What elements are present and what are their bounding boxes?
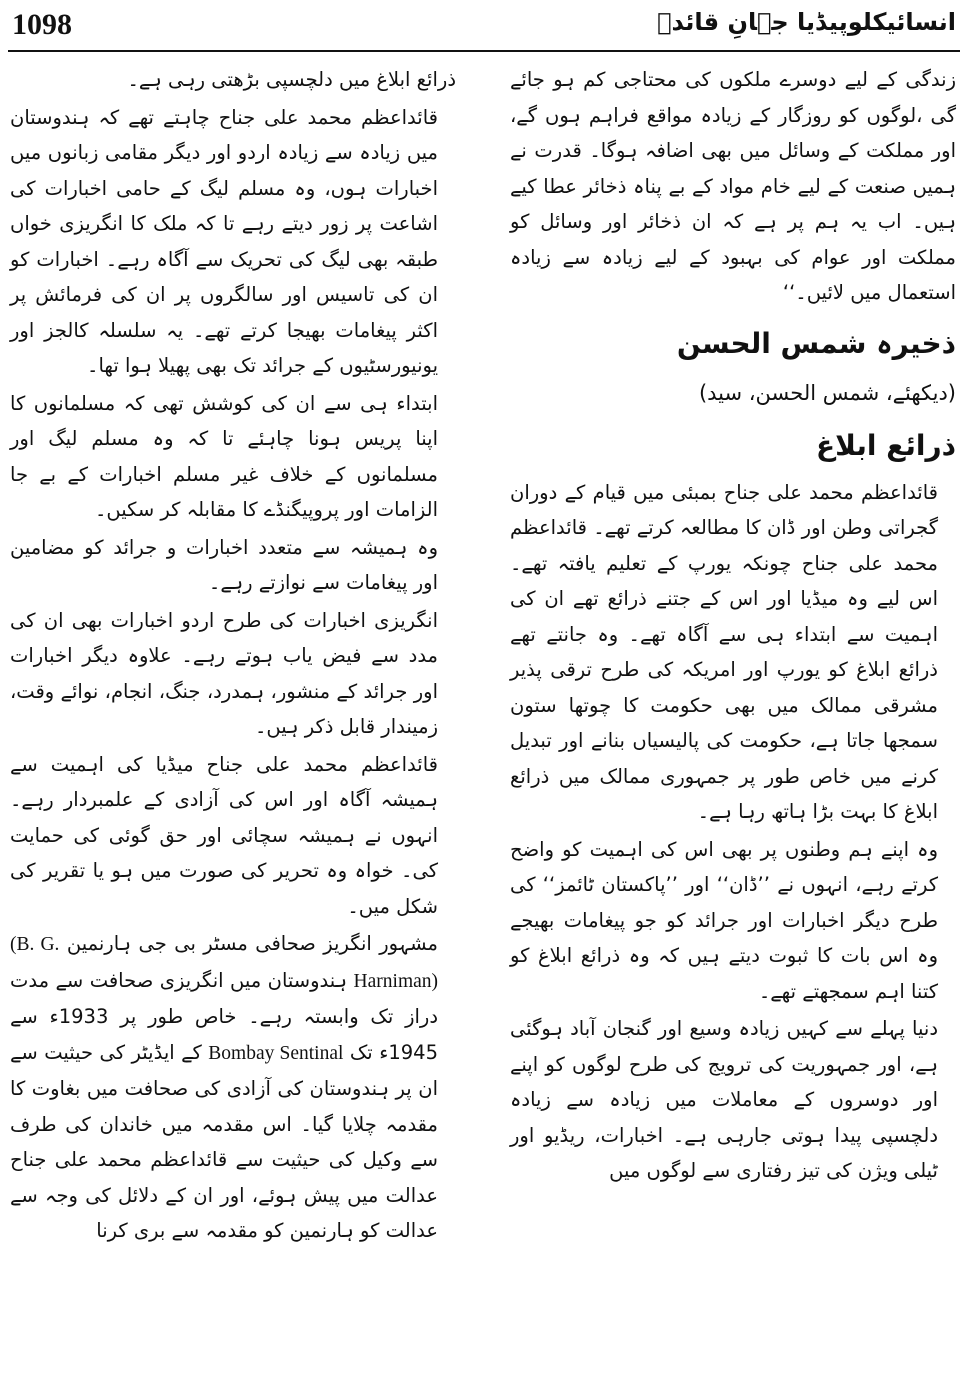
paragraph-harniman [10, 926, 456, 1249]
text-run: کے ایڈیٹر کی حیثیت سے ان پر ہندوستان کی آزادی کی صحافت میں بغاوت کا مقدمہ چلایا گیا۔ اس مقدمہ میں خاندان کی طرف سے وکیل کی حیثیت سے قائداعظم محمد علی جناح عدالت میں پیش ہوئے، اور ان کے دلائل کی وجہ سے عدالت کو ہارنمین کو مقدمہ سے بری کرنا [10, 1040, 438, 1242]
text-run: ہندوستان میں انگریزی صحافت سے مدت دراز تک وابستہ رہے۔ خاص طور پر 1933ء سے 1945ء تک [10, 968, 438, 1064]
paragraph: انگریزی اخبارات کی طرح اردو اخبارات بھی ان کی مدد سے فیض یاب ہوتے رہے۔ علاوہ دیگر اخبارات اور جرائد کے منشور، ہمدرد، جنگ، انجام، نوائے وقت، زمیندار قابل ذکر ہیں۔ [10, 608, 438, 738]
paragraph: ابتداء ہی سے ان کی کوشش تھی کہ مسلمانوں کا اپنا پریس ہونا چاہئے تا کہ وہ مسلم لیگ اور مسلمانوں کے خلاف غیر مسلم اخبارات کے بے جا الزامات اور پروپیگنڈے کا مقابلہ کر سکیں۔ [10, 391, 438, 521]
paragraph: قائداعظم محمد علی جناح چاہتے تھے کہ ہندوستان میں زیادہ سے زیادہ اردو اور دیگر مقامی زبانوں میں اخبارات ہوں، وہ مسلم لیگ کے حامی اخبارات کی اشاعت پر زور دیتے رہے تا کہ ملک کا انگریزی خواں طبقہ بھی لیگ کی تحریک سے آگاہ رہے۔ اخبارات کو ان کی تاسیس اور سالگروں پر ان کی فرمائش پر اکثر پیغامات بھیجا کرتے تھے۔ یہ سلسلہ کالجز اور یونیورسٹیوں کے جرائد تک بھی پھیلا ہوا تھا۔ [10, 105, 438, 377]
entry-heading-zaraye-iblagh: ذرائع ابلاغ [816, 428, 956, 462]
running-title: انسائیکلوپیڈیا جہانِ قائدؒ [657, 8, 956, 36]
right-column [510, 62, 956, 1191]
cross-reference: (دیکھئے، شمس الحسن، سید) [698, 380, 956, 405]
page-number: 1098 [12, 8, 72, 41]
paragraph: وہ اپنے ہم وطنوں پر بھی اس کی اہمیت کو واضح کرتے رہے، انہوں نے ’’ڈان‘‘ اور ’’پاکستان ٹائمز‘‘ کی طرح دیگر اخبارات اور جرائد کو جو پیغامات بھیجے وہ اس بات کا ثبوت دیتے ہیں کہ وہ ذرائع ابلاغ کو کتنا اہم سمجھتے تھے۔ [510, 837, 938, 1003]
paragraph: ذرائع ابلاغ میں دلچسپی بڑھتی رہی ہے۔ [127, 68, 456, 91]
paragraph: وہ ہمیشہ سے متعدد اخبارات و جرائد کو مضامین اور پیغامات سے نوازتے رہے۔ [10, 535, 438, 594]
page-header [8, 4, 960, 52]
paragraph: قائداعظم محمد علی جناح بمبئی میں قیام کے دوران گجراتی وطن اور ڈان کا مطالعہ کرتے تھے۔ قائداعظم محمد علی جناح چونکہ یورپ کے تعلیم یافتہ تھے۔ اس لیے وہ میڈیا اور اس کے جتنے ذرائع تھے ان کی اہمیت سے ابتداء ہی سے آگاہ تھے۔ وہ جانتے تھے ذرائع ابلاغ کو یورپ اور امریکہ کی طرح ترقی پذیر مشرقی ممالک میں بھی حکومت کا چوتھا ستون سمجھا جاتا ہے، حکومت کی پالیسیاں بنانے اور تبدیل کرنے میں خاص طور پر جمہوری ممالک میں ذرائع ابلاغ کا بہت بڑا ہاتھ رہا ہے۔ [510, 480, 938, 823]
left-column [10, 62, 456, 1251]
paragraph: دنیا پہلے سے کہیں زیادہ وسیع اور گنجان آباد ہوگئی ہے، اور جمہوریت کی ترویج کی طرح لوگوں کو اپنے اور دوسروں کے معاملات میں زیادہ سے زیادہ دلچسپی پیدا ہوتی جارہی ہے۔ اخبارات، ریڈیو اور ٹیلی ویژن کی تیز رفتاری سے لوگوں میں [510, 1017, 938, 1182]
english-name: (B. G. Harniman) [10, 934, 439, 992]
text-run: مشہور انگریز صحافی مسٹر بی جی ہارنمین [66, 932, 439, 955]
paragraph: قائداعظم محمد علی جناح میڈیا کی اہمیت سے ہمیشہ آگاہ اور اس کی آزادی کے علمبردار رہے۔ انہوں نے ہمیشہ سچائی اور حق گوئی کی حمایت کی۔ خواہ وہ تحریر کی صورت میں ہو یا تقریر کی شکل میں۔ [10, 752, 438, 918]
entry-heading-zakhira-shams-ul-hasan: ذخیرہ شمس الحسن [676, 326, 956, 360]
paragraph: زندگی کے لیے دوسرے ملکوں کی محتاجی کم ہو جائے گی ،لوگوں کو روزگار کے زیادہ مواقع فراہم ہوں گے، اور مملکت کے وسائل میں بھی اضافہ ہوگا۔ قدرت نے ہمیں صنعت کے لیے خام مواد کے بے پناہ ذخائر عطا کیے ہیں۔ اب یہ ہم پر ہے کہ ان ذخائر اور وسائل کو مملکت اور عوام کی بہبود کے لیے زیادہ سے زیادہ استعمال میں لائیں۔‘‘ [510, 68, 956, 304]
english-newspaper-name: Bombay Sentinal [208, 1042, 344, 1064]
